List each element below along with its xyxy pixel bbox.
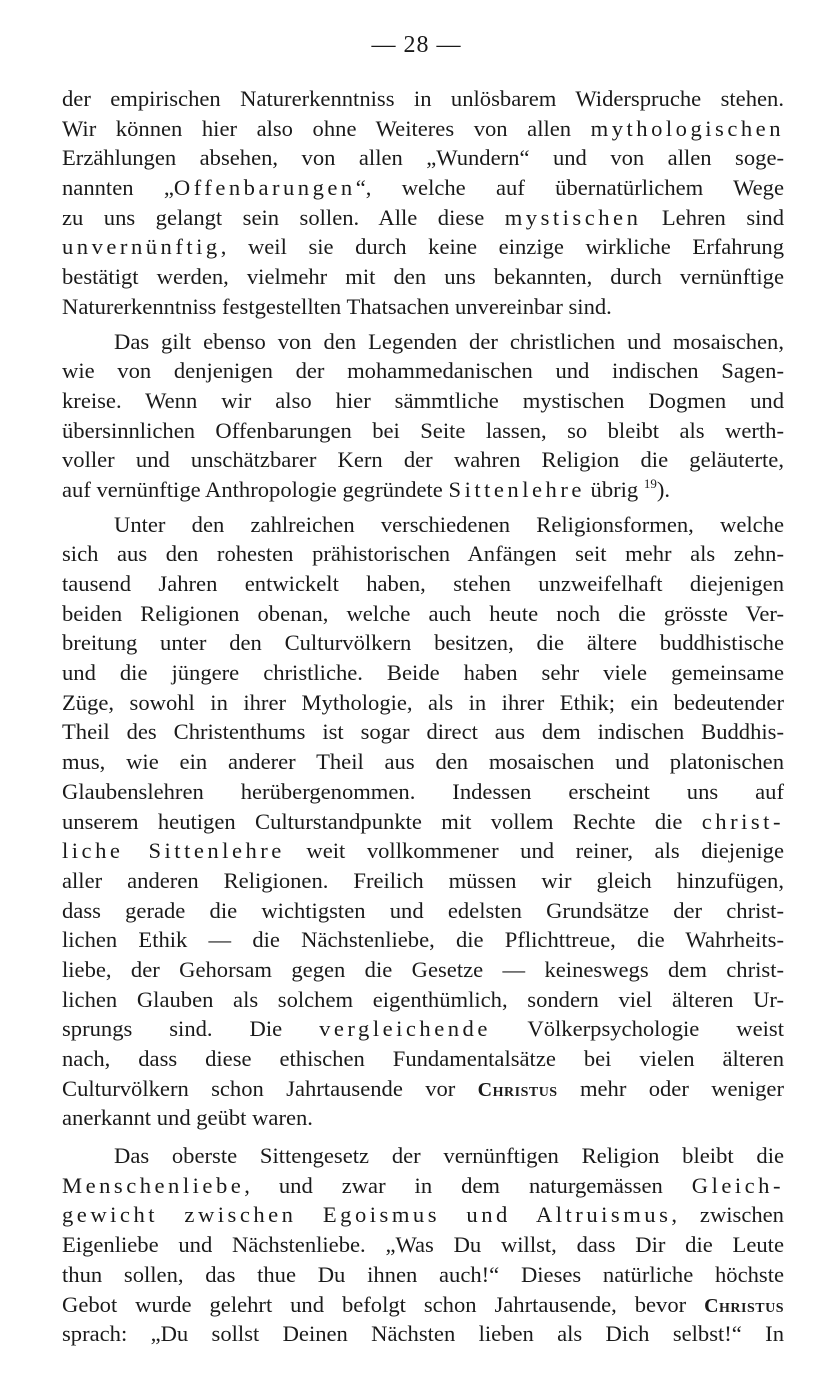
text-line <box>62 1260 784 1290</box>
text-segment: weit vollkommener und reiner, als diejenige <box>284 838 785 864</box>
text-line <box>62 717 784 747</box>
text-segment: breitung unter den Culturvölkern besitzen, die ältere buddhistische <box>62 630 784 656</box>
paragraph <box>62 510 784 1133</box>
emphasized-text: mythologischen <box>590 115 784 141</box>
text-segment: lichen Ethik — die Nächstenliebe, die Pflichttreue, die Wahrheits- <box>62 927 784 953</box>
text-line <box>62 416 784 446</box>
text-line <box>62 1074 784 1104</box>
text-segment: Gebot wurde gelehrt und befolgt schon Jahrtausende, bevor <box>62 1291 705 1317</box>
text-line <box>62 1103 784 1133</box>
emphasized-text: christ- <box>701 808 784 834</box>
name-small-caps: Christus <box>704 1294 784 1317</box>
text-line <box>62 262 784 292</box>
text-segment: wie von denjenigen der mohammedanischen und indischen Sagen- <box>62 358 784 384</box>
text-segment: Eigenliebe und Nächstenliebe. „Was Du willst, dass Dir die Leute <box>62 1232 784 1258</box>
text-line <box>62 896 784 926</box>
text-segment: mehr oder weniger <box>557 1075 784 1101</box>
text-segment: nach, dass diese ethischen Fundamentalsätze bei vielen älteren <box>62 1046 784 1071</box>
text-segment: ). <box>656 476 671 502</box>
text-segment: der empirischen Naturerkenntniss in unlösbarem Widerspruche stehen. <box>62 86 784 111</box>
text-segment: zu uns gelangt sein sollen. Alle diese <box>62 204 505 230</box>
text-segment: sprungs sind. Die <box>62 1016 320 1042</box>
text-segment: Das oberste Sittengesetz der vernünftigen Religion bleibt die <box>114 1143 784 1169</box>
text-segment: Culturvölkern schon Jahrtausende vor <box>62 1075 478 1101</box>
emphasized-text: gewicht zwischen Egoismus und Altruismus <box>62 1202 672 1228</box>
text-line <box>62 1141 784 1171</box>
text-line <box>62 539 784 569</box>
text-line <box>62 747 784 777</box>
text-segment: aller anderen Religionen. Freilich müssen wir gleich hinzufügen, <box>62 867 784 893</box>
text-line <box>62 114 784 144</box>
text-segment: sich aus den rohesten prähistorischen Anfängen seit mehr als zehn- <box>62 541 784 567</box>
text-segment: nannten „ <box>62 175 174 201</box>
emphasized-text: vergleichende <box>319 1016 491 1042</box>
paragraph <box>62 327 784 505</box>
text-line <box>62 232 784 262</box>
text-line <box>62 1230 784 1260</box>
text-segment: sprach: „Du sollst Deinen Nächsten lieben als Dich selbst!“ In <box>62 1321 784 1347</box>
text-segment: mus, wie ein anderer Theil aus den mosaischen und platonischen <box>62 749 784 775</box>
text-segment: , und zwar in dem naturgemässen <box>244 1172 692 1198</box>
text-segment: dass gerade die wichtigsten und edelsten Grundsätze der christ- <box>62 897 784 923</box>
text-line <box>62 203 784 233</box>
text-line <box>62 985 784 1015</box>
text-segment: Unter den zahlreichen verschiedenen Religionsformen, welche <box>114 511 784 537</box>
text-line <box>62 569 784 599</box>
text-line <box>62 599 784 629</box>
text-line <box>62 143 784 173</box>
text-segment: Glaubenslehren herübergenommen. Indessen erscheint uns auf <box>62 778 784 804</box>
text-line <box>62 475 784 505</box>
text-segment: übrig <box>584 476 644 502</box>
text-segment: Wir können hier also ohne Weiteres von allen <box>62 115 591 141</box>
text-segment: bestätigt werden, vielmehr mit den uns bekannten, durch vernünftige <box>62 264 784 290</box>
text-line <box>62 327 784 357</box>
emphasized-text: unvernünftig <box>62 234 221 260</box>
text-segment: unserem heutigen Culturstandpunkte mit vollem Rechte die <box>62 808 702 834</box>
text-segment: “, welche auf übernatürlichem Wege <box>355 175 785 201</box>
text-line <box>62 925 784 955</box>
text-segment: Naturerkenntniss festgestellten Thatsachen unvereinbar sind. <box>62 293 612 319</box>
paragraph <box>62 84 784 322</box>
text-line <box>62 955 784 985</box>
emphasized-text: Gleich- <box>691 1172 784 1198</box>
text-line <box>62 1014 784 1044</box>
text-segment: Erzählungen absehen, von allen „Wundern“ und von allen soge- <box>62 145 784 171</box>
text-segment: Züge, sowohl in ihrer Mythologie, als in ihrer Ethik; ein bedeutender <box>62 689 784 715</box>
text-segment: und die jüngere christliche. Beide haben sehr viele gemeinsame <box>62 660 784 686</box>
text-line <box>62 1171 784 1201</box>
text-line <box>62 84 784 114</box>
text-line <box>62 356 784 386</box>
text-line <box>62 628 784 658</box>
emphasized-text: Sittenlehre <box>448 476 585 502</box>
page-number: — 28 — <box>371 32 462 58</box>
text-line <box>62 1044 784 1074</box>
text-segment: beiden Religionen obenan, welche auch heute noch die grösste Ver- <box>62 600 784 626</box>
text-segment: kreise. Wenn wir also hier sämmtliche mystischen Dogmen und <box>62 387 784 413</box>
text-line <box>62 445 784 475</box>
text-line <box>62 658 784 688</box>
text-segment: , weil sie durch keine einzige wirkliche Erfahrung <box>220 234 784 260</box>
text-line <box>62 866 784 896</box>
paragraph-gap <box>62 1133 784 1141</box>
text-line <box>62 510 784 540</box>
text-segment: übersinnlichen Offenbarungen bei Seite lassen, so bleibt als werth- <box>62 417 784 443</box>
emphasized-text: Offenbarungen <box>173 175 356 201</box>
body-text <box>62 84 784 1349</box>
emphasized-text: liche Sittenlehre <box>62 838 285 864</box>
text-segment: , zwischen <box>671 1202 784 1228</box>
text-segment: Das gilt ebenso von den Legenden der christlichen und mosaischen, <box>114 328 784 354</box>
text-line <box>62 807 784 837</box>
text-segment: tausend Jahren entwickelt haben, stehen unzweifelhaft diejenigen <box>62 571 784 596</box>
text-line <box>62 386 784 416</box>
text-line <box>62 836 784 866</box>
text-line <box>62 173 784 203</box>
text-line <box>62 1200 784 1230</box>
paragraph <box>62 1141 784 1349</box>
text-segment: lichen Glauben als solchem eigenthümlich, sondern viel älteren Ur- <box>62 986 784 1012</box>
text-segment: Lehren sind <box>641 204 785 230</box>
text-segment: liebe, der Gehorsam gegen die Gesetze — keineswegs dem christ- <box>62 956 784 982</box>
text-line <box>62 777 784 807</box>
text-line <box>62 688 784 718</box>
text-segment: Völkerpsychologie weist <box>490 1016 784 1042</box>
emphasized-text: mystischen <box>504 204 642 230</box>
text-line <box>62 1290 784 1320</box>
text-line <box>62 292 784 322</box>
name-small-caps: Christus <box>477 1078 558 1101</box>
emphasized-text: Menschenliebe <box>62 1172 245 1198</box>
footnote-marker: 19 <box>643 475 657 491</box>
text-segment: anerkannt und geübt waren. <box>62 1105 313 1131</box>
text-segment: auf vernünftige Anthropologie gegründete <box>62 476 449 502</box>
text-segment: thun sollen, das thue Du ihnen auch!“ Dieses natürliche höchste <box>62 1261 784 1287</box>
text-line <box>62 1319 784 1349</box>
text-segment: voller und unschätzbarer Kern der wahren Religion die geläuterte, <box>62 447 784 473</box>
text-segment: Theil des Christenthums ist sogar direct aus dem indischen Buddhis- <box>62 719 784 745</box>
